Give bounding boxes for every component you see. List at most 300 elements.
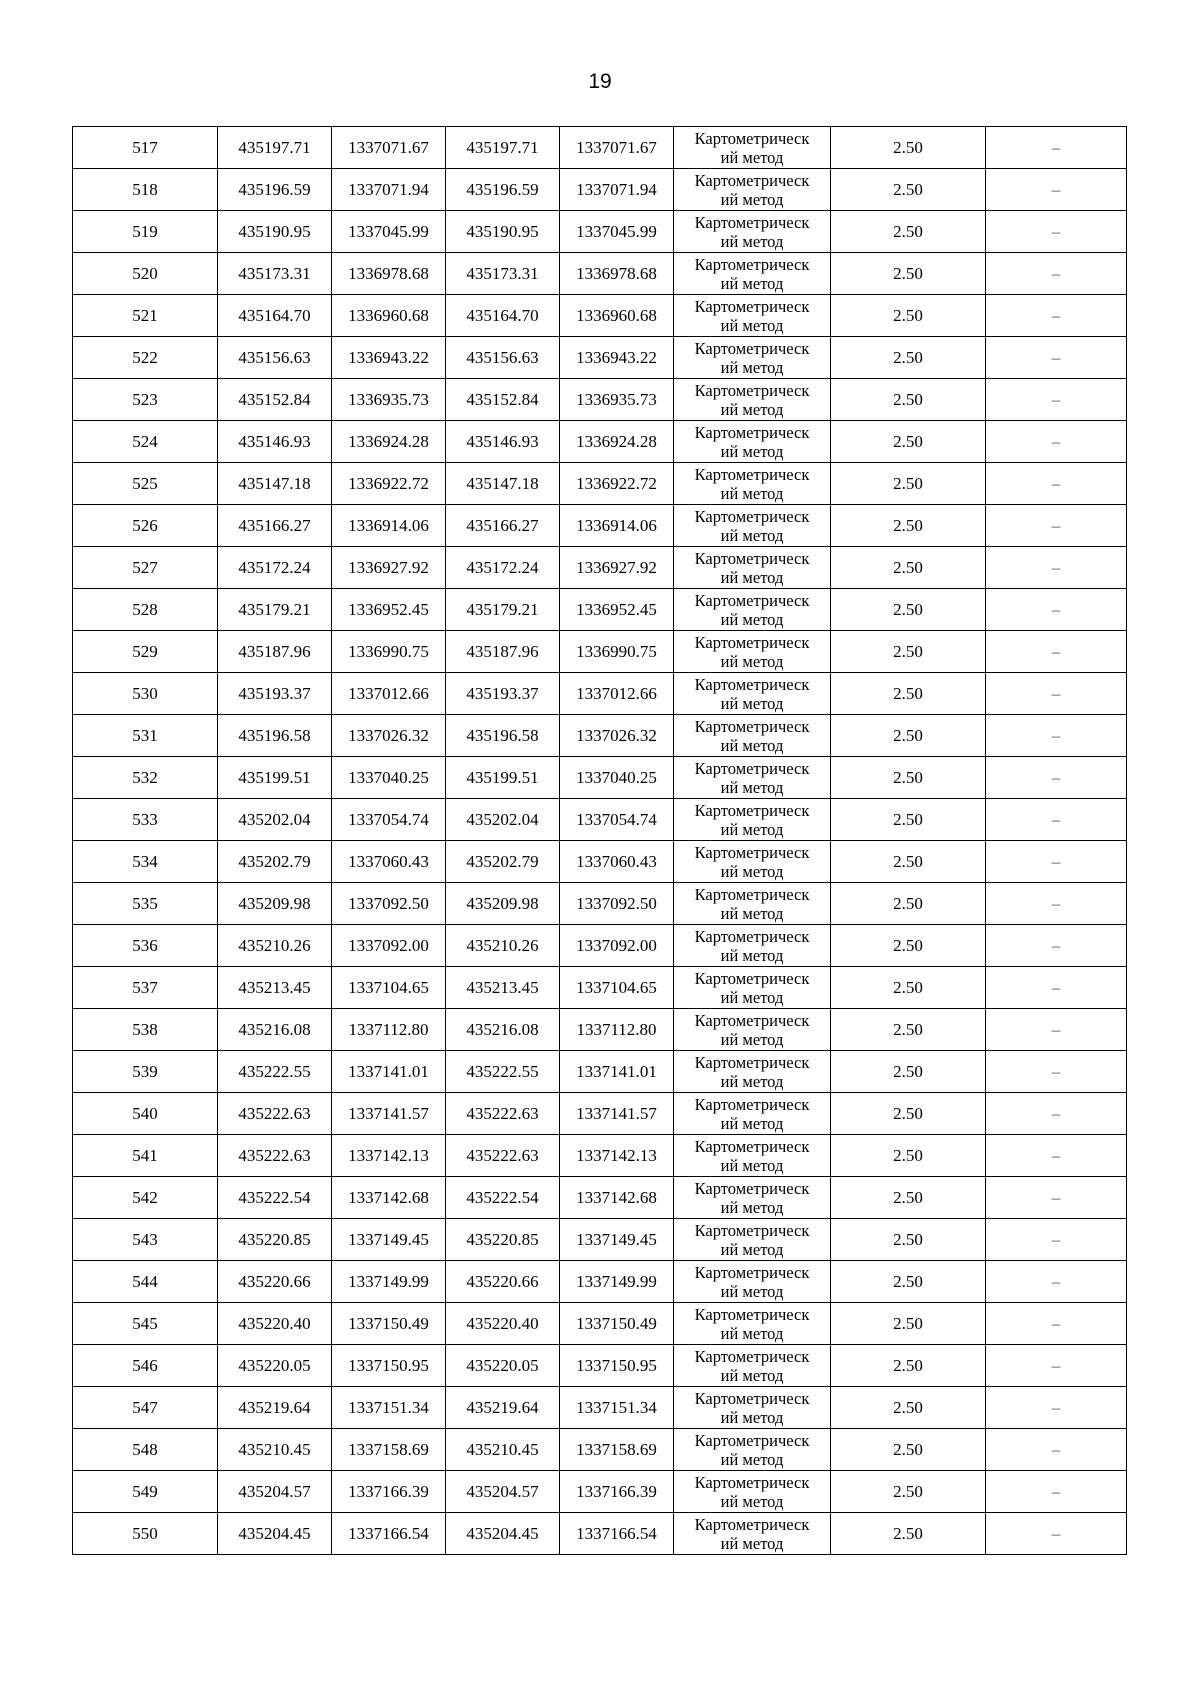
y-old-cell: 1336943.22 [332, 337, 446, 379]
y-new-cell: 1337071.94 [560, 169, 674, 211]
method-line: ий метод [720, 399, 784, 419]
table-row [73, 1261, 1127, 1303]
x-new-cell: 435222.63 [446, 1093, 560, 1135]
accuracy-cell: 2.50 [831, 1429, 986, 1471]
point-number-cell: 541 [73, 1135, 218, 1177]
table-row [73, 715, 1127, 757]
point-number-cell: 536 [73, 925, 218, 967]
point-number-cell: 550 [73, 1513, 218, 1555]
note-cell: – [986, 505, 1127, 547]
y-new-cell: 1336943.22 [560, 337, 674, 379]
method-line: Картометрическ [694, 1388, 810, 1408]
method-cell [674, 211, 831, 253]
point-number-cell: 524 [73, 421, 218, 463]
x-new-cell: 435220.05 [446, 1345, 560, 1387]
method-line: ий метод [720, 1197, 784, 1217]
y-old-cell: 1337045.99 [332, 211, 446, 253]
y-old-cell: 1337092.00 [332, 925, 446, 967]
note-cell: – [986, 1177, 1127, 1219]
x-new-cell: 435190.95 [446, 211, 560, 253]
method-cell [674, 967, 831, 1009]
table-row [73, 253, 1127, 295]
x-old-cell: 435190.95 [218, 211, 332, 253]
note-cell: – [986, 379, 1127, 421]
y-new-cell: 1337150.95 [560, 1345, 674, 1387]
y-new-cell: 1337149.45 [560, 1219, 674, 1261]
method-line: Картометрическ [694, 170, 810, 190]
y-new-cell: 1336990.75 [560, 631, 674, 673]
method-cell [674, 421, 831, 463]
point-number-cell: 542 [73, 1177, 218, 1219]
note-cell: – [986, 1303, 1127, 1345]
x-old-cell: 435152.84 [218, 379, 332, 421]
y-new-cell: 1337092.00 [560, 925, 674, 967]
method-line: ий метод [720, 1533, 784, 1553]
table-row [73, 1177, 1127, 1219]
x-new-cell: 435213.45 [446, 967, 560, 1009]
y-old-cell: 1337012.66 [332, 673, 446, 715]
accuracy-cell: 2.50 [831, 925, 986, 967]
y-old-cell: 1337141.01 [332, 1051, 446, 1093]
y-old-cell: 1337166.39 [332, 1471, 446, 1513]
x-new-cell: 435193.37 [446, 673, 560, 715]
point-number-cell: 531 [73, 715, 218, 757]
method-line: ий метод [720, 1155, 784, 1175]
method-line: ий метод [720, 987, 784, 1007]
method-line: Картометрическ [694, 842, 810, 862]
point-number-cell: 530 [73, 673, 218, 715]
table-row [73, 799, 1127, 841]
x-old-cell: 435210.45 [218, 1429, 332, 1471]
method-line: ий метод [720, 609, 784, 629]
method-cell [674, 631, 831, 673]
point-number-cell: 544 [73, 1261, 218, 1303]
point-number-cell: 549 [73, 1471, 218, 1513]
y-old-cell: 1337149.45 [332, 1219, 446, 1261]
method-cell [674, 1261, 831, 1303]
point-number-cell: 532 [73, 757, 218, 799]
x-old-cell: 435199.51 [218, 757, 332, 799]
note-cell: – [986, 1261, 1127, 1303]
y-new-cell: 1336960.68 [560, 295, 674, 337]
accuracy-cell: 2.50 [831, 127, 986, 169]
point-number-cell: 519 [73, 211, 218, 253]
x-new-cell: 435202.79 [446, 841, 560, 883]
y-old-cell: 1337158.69 [332, 1429, 446, 1471]
y-new-cell: 1337054.74 [560, 799, 674, 841]
y-old-cell: 1336924.28 [332, 421, 446, 463]
table-row [73, 883, 1127, 925]
accuracy-cell: 2.50 [831, 1261, 986, 1303]
y-old-cell: 1337071.67 [332, 127, 446, 169]
x-old-cell: 435204.57 [218, 1471, 332, 1513]
method-line: Картометрическ [694, 338, 810, 358]
point-number-cell: 527 [73, 547, 218, 589]
method-cell [674, 337, 831, 379]
method-cell [674, 253, 831, 295]
accuracy-cell: 2.50 [831, 1471, 986, 1513]
method-line: Картометрическ [694, 506, 810, 526]
method-cell [674, 925, 831, 967]
note-cell: – [986, 1009, 1127, 1051]
x-new-cell: 435222.63 [446, 1135, 560, 1177]
method-line: ий метод [720, 147, 784, 167]
y-old-cell: 1336990.75 [332, 631, 446, 673]
x-old-cell: 435220.66 [218, 1261, 332, 1303]
method-line: ий метод [720, 189, 784, 209]
note-cell: – [986, 295, 1127, 337]
y-new-cell: 1336922.72 [560, 463, 674, 505]
method-line: ий метод [720, 1071, 784, 1091]
table-row [73, 1471, 1127, 1513]
y-new-cell: 1337060.43 [560, 841, 674, 883]
note-cell: – [986, 1219, 1127, 1261]
method-line: Картометрическ [694, 716, 810, 736]
note-cell: – [986, 547, 1127, 589]
table-row [73, 1219, 1127, 1261]
x-old-cell: 435172.24 [218, 547, 332, 589]
point-number-cell: 535 [73, 883, 218, 925]
accuracy-cell: 2.50 [831, 169, 986, 211]
table-row [73, 127, 1127, 169]
note-cell: – [986, 967, 1127, 1009]
method-line: ий метод [720, 1113, 784, 1133]
point-number-cell: 518 [73, 169, 218, 211]
method-cell [674, 295, 831, 337]
accuracy-cell: 2.50 [831, 1051, 986, 1093]
method-line: Картометрическ [694, 590, 810, 610]
accuracy-cell: 2.50 [831, 547, 986, 589]
method-cell [674, 589, 831, 631]
point-number-cell: 517 [73, 127, 218, 169]
y-new-cell: 1336978.68 [560, 253, 674, 295]
method-cell [674, 505, 831, 547]
method-line: Картометрическ [694, 1430, 810, 1450]
x-new-cell: 435166.27 [446, 505, 560, 547]
y-new-cell: 1337158.69 [560, 1429, 674, 1471]
method-line: ий метод [720, 1323, 784, 1343]
y-new-cell: 1337142.68 [560, 1177, 674, 1219]
accuracy-cell: 2.50 [831, 715, 986, 757]
method-line: Картометрическ [694, 422, 810, 442]
y-new-cell: 1336914.06 [560, 505, 674, 547]
x-old-cell: 435196.58 [218, 715, 332, 757]
y-old-cell: 1337104.65 [332, 967, 446, 1009]
method-cell [674, 1345, 831, 1387]
coordinates-table [72, 126, 1127, 1555]
note-cell: – [986, 925, 1127, 967]
method-line: Картометрическ [694, 1514, 810, 1534]
x-new-cell: 435199.51 [446, 757, 560, 799]
note-cell: – [986, 757, 1127, 799]
y-old-cell: 1337141.57 [332, 1093, 446, 1135]
point-number-cell: 533 [73, 799, 218, 841]
note-cell: – [986, 799, 1127, 841]
method-line: Картометрическ [694, 758, 810, 778]
accuracy-cell: 2.50 [831, 631, 986, 673]
table-row [73, 1345, 1127, 1387]
table-row [73, 421, 1127, 463]
x-new-cell: 435222.55 [446, 1051, 560, 1093]
method-cell [674, 1429, 831, 1471]
point-number-cell: 521 [73, 295, 218, 337]
note-cell: – [986, 337, 1127, 379]
accuracy-cell: 2.50 [831, 757, 986, 799]
note-cell: – [986, 1051, 1127, 1093]
y-new-cell: 1336935.73 [560, 379, 674, 421]
y-new-cell: 1337141.01 [560, 1051, 674, 1093]
method-cell [674, 463, 831, 505]
method-cell [674, 1219, 831, 1261]
x-old-cell: 435222.63 [218, 1135, 332, 1177]
table-row [73, 841, 1127, 883]
x-old-cell: 435164.70 [218, 295, 332, 337]
table-row [73, 673, 1127, 715]
y-new-cell: 1337104.65 [560, 967, 674, 1009]
table-row [73, 295, 1127, 337]
point-number-cell: 526 [73, 505, 218, 547]
x-old-cell: 435179.21 [218, 589, 332, 631]
y-new-cell: 1337149.99 [560, 1261, 674, 1303]
y-old-cell: 1337054.74 [332, 799, 446, 841]
accuracy-cell: 2.50 [831, 253, 986, 295]
x-new-cell: 435202.04 [446, 799, 560, 841]
x-old-cell: 435146.93 [218, 421, 332, 463]
method-line: ий метод [720, 525, 784, 545]
y-old-cell: 1336960.68 [332, 295, 446, 337]
accuracy-cell: 2.50 [831, 1219, 986, 1261]
point-number-cell: 522 [73, 337, 218, 379]
x-old-cell: 435220.40 [218, 1303, 332, 1345]
note-cell: – [986, 589, 1127, 631]
method-cell [674, 1051, 831, 1093]
table-row [73, 1051, 1127, 1093]
table-row [73, 1303, 1127, 1345]
x-old-cell: 435210.26 [218, 925, 332, 967]
method-cell [674, 1303, 831, 1345]
method-line: Картометрическ [694, 1220, 810, 1240]
point-number-cell: 547 [73, 1387, 218, 1429]
x-old-cell: 435204.45 [218, 1513, 332, 1555]
accuracy-cell: 2.50 [831, 1345, 986, 1387]
x-old-cell: 435219.64 [218, 1387, 332, 1429]
method-line: ий метод [720, 231, 784, 251]
y-old-cell: 1337040.25 [332, 757, 446, 799]
x-old-cell: 435220.05 [218, 1345, 332, 1387]
y-old-cell: 1337092.50 [332, 883, 446, 925]
method-cell [674, 883, 831, 925]
y-old-cell: 1337142.13 [332, 1135, 446, 1177]
x-old-cell: 435222.54 [218, 1177, 332, 1219]
y-new-cell: 1336927.92 [560, 547, 674, 589]
method-line: ий метод [720, 1449, 784, 1469]
point-number-cell: 545 [73, 1303, 218, 1345]
note-cell: – [986, 169, 1127, 211]
accuracy-cell: 2.50 [831, 673, 986, 715]
method-line: Картометрическ [694, 1304, 810, 1324]
y-old-cell: 1337151.34 [332, 1387, 446, 1429]
method-line: Картометрическ [694, 1178, 810, 1198]
note-cell: – [986, 631, 1127, 673]
table-row [73, 631, 1127, 673]
method-line: Картометрическ [694, 1094, 810, 1114]
y-old-cell: 1336922.72 [332, 463, 446, 505]
y-new-cell: 1337026.32 [560, 715, 674, 757]
x-old-cell: 435187.96 [218, 631, 332, 673]
y-old-cell: 1337150.49 [332, 1303, 446, 1345]
y-new-cell: 1337092.50 [560, 883, 674, 925]
y-new-cell: 1337141.57 [560, 1093, 674, 1135]
table-row [73, 925, 1127, 967]
y-new-cell: 1336924.28 [560, 421, 674, 463]
y-old-cell: 1336978.68 [332, 253, 446, 295]
y-new-cell: 1337071.67 [560, 127, 674, 169]
y-new-cell: 1337040.25 [560, 757, 674, 799]
y-old-cell: 1336914.06 [332, 505, 446, 547]
x-new-cell: 435152.84 [446, 379, 560, 421]
method-line: Картометрическ [694, 632, 810, 652]
table-row [73, 547, 1127, 589]
x-old-cell: 435196.59 [218, 169, 332, 211]
accuracy-cell: 2.50 [831, 1513, 986, 1555]
x-new-cell: 435196.58 [446, 715, 560, 757]
page-number: 19 [588, 70, 612, 93]
point-number-cell: 540 [73, 1093, 218, 1135]
note-cell: – [986, 715, 1127, 757]
method-line: Картометрическ [694, 1262, 810, 1282]
method-line: Картометрическ [694, 1346, 810, 1366]
method-line: ий метод [720, 357, 784, 377]
y-old-cell: 1337026.32 [332, 715, 446, 757]
method-line: Картометрическ [694, 380, 810, 400]
accuracy-cell: 2.50 [831, 1093, 986, 1135]
method-line: ий метод [720, 903, 784, 923]
method-line: Картометрическ [694, 296, 810, 316]
x-old-cell: 435156.63 [218, 337, 332, 379]
x-new-cell: 435204.45 [446, 1513, 560, 1555]
y-new-cell: 1337166.54 [560, 1513, 674, 1555]
y-old-cell: 1336952.45 [332, 589, 446, 631]
x-new-cell: 435187.96 [446, 631, 560, 673]
accuracy-cell: 2.50 [831, 505, 986, 547]
method-line: Картометрическ [694, 968, 810, 988]
table-row [73, 1387, 1127, 1429]
x-old-cell: 435147.18 [218, 463, 332, 505]
accuracy-cell: 2.50 [831, 799, 986, 841]
method-line: ий метод [720, 1407, 784, 1427]
accuracy-cell: 2.50 [831, 1009, 986, 1051]
method-line: ий метод [720, 1029, 784, 1049]
table-row [73, 757, 1127, 799]
note-cell: – [986, 463, 1127, 505]
note-cell: – [986, 1471, 1127, 1513]
method-line: ий метод [720, 651, 784, 671]
point-number-cell: 539 [73, 1051, 218, 1093]
y-new-cell: 1337166.39 [560, 1471, 674, 1513]
method-line: Картометрическ [694, 254, 810, 274]
method-line: Картометрическ [694, 1136, 810, 1156]
table-row [73, 1009, 1127, 1051]
x-old-cell: 435216.08 [218, 1009, 332, 1051]
method-line: Картометрическ [694, 674, 810, 694]
method-cell [674, 1513, 831, 1555]
method-cell [674, 1093, 831, 1135]
method-line: ий метод [720, 819, 784, 839]
x-new-cell: 435197.71 [446, 127, 560, 169]
method-cell [674, 127, 831, 169]
method-line: ий метод [720, 693, 784, 713]
method-line: Картометрическ [694, 926, 810, 946]
table-row [73, 1513, 1127, 1555]
method-line: Картометрическ [694, 1052, 810, 1072]
method-line: ий метод [720, 1239, 784, 1259]
x-new-cell: 435172.24 [446, 547, 560, 589]
x-old-cell: 435222.63 [218, 1093, 332, 1135]
note-cell: – [986, 1093, 1127, 1135]
method-cell [674, 799, 831, 841]
y-new-cell: 1337045.99 [560, 211, 674, 253]
table-row [73, 1135, 1127, 1177]
note-cell: – [986, 421, 1127, 463]
method-line: ий метод [720, 567, 784, 587]
point-number-cell: 534 [73, 841, 218, 883]
method-line: Картометрическ [694, 1472, 810, 1492]
point-number-cell: 538 [73, 1009, 218, 1051]
y-new-cell: 1336952.45 [560, 589, 674, 631]
note-cell: – [986, 1513, 1127, 1555]
x-new-cell: 435204.57 [446, 1471, 560, 1513]
method-line: ий метод [720, 273, 784, 293]
x-new-cell: 435210.45 [446, 1429, 560, 1471]
table-row [73, 463, 1127, 505]
note-cell: – [986, 841, 1127, 883]
y-new-cell: 1337151.34 [560, 1387, 674, 1429]
method-cell [674, 547, 831, 589]
accuracy-cell: 2.50 [831, 379, 986, 421]
x-new-cell: 435156.63 [446, 337, 560, 379]
y-new-cell: 1337112.80 [560, 1009, 674, 1051]
point-number-cell: 548 [73, 1429, 218, 1471]
x-old-cell: 435193.37 [218, 673, 332, 715]
accuracy-cell: 2.50 [831, 463, 986, 505]
accuracy-cell: 2.50 [831, 841, 986, 883]
x-new-cell: 435220.85 [446, 1219, 560, 1261]
note-cell: – [986, 211, 1127, 253]
method-cell [674, 1471, 831, 1513]
x-new-cell: 435209.98 [446, 883, 560, 925]
x-new-cell: 435219.64 [446, 1387, 560, 1429]
method-line: Картометрическ [694, 548, 810, 568]
x-new-cell: 435164.70 [446, 295, 560, 337]
method-line: ий метод [720, 945, 784, 965]
x-new-cell: 435216.08 [446, 1009, 560, 1051]
method-line: ий метод [720, 777, 784, 797]
note-cell: – [986, 673, 1127, 715]
point-number-cell: 520 [73, 253, 218, 295]
method-cell [674, 757, 831, 799]
x-old-cell: 435202.79 [218, 841, 332, 883]
y-new-cell: 1337012.66 [560, 673, 674, 715]
note-cell: – [986, 883, 1127, 925]
point-number-cell: 537 [73, 967, 218, 1009]
method-line: Картометрическ [694, 1010, 810, 1030]
method-cell [674, 715, 831, 757]
y-old-cell: 1336927.92 [332, 547, 446, 589]
table-row [73, 1093, 1127, 1135]
point-number-cell: 546 [73, 1345, 218, 1387]
note-cell: – [986, 253, 1127, 295]
method-cell [674, 673, 831, 715]
